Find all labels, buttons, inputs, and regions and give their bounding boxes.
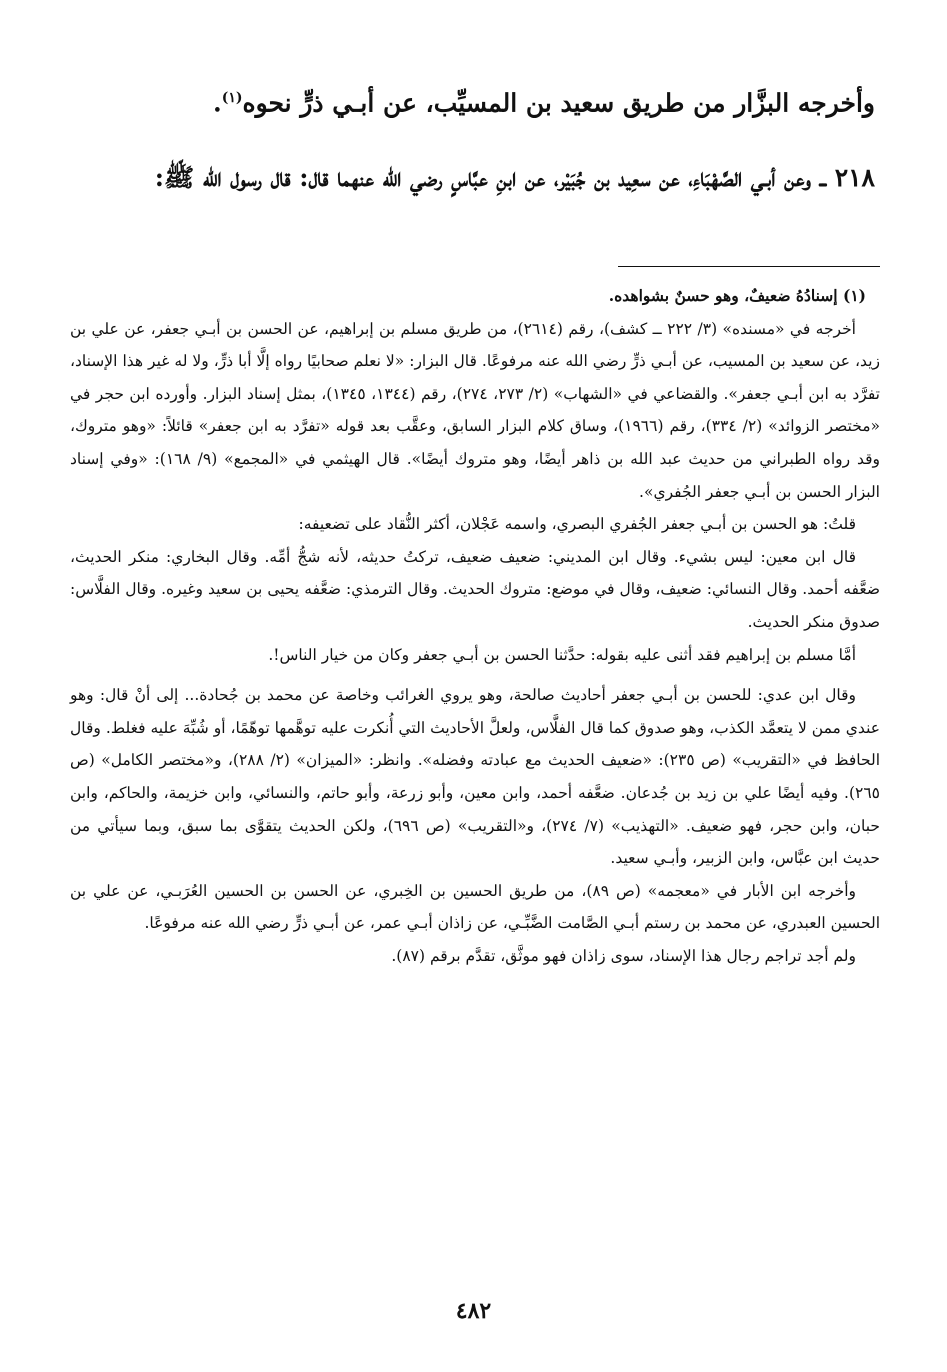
footnote-heading: (١) إسنادُهُ ضعيفٌ، وهو حسنٌ بشواهده. <box>608 286 866 305</box>
footnote-paragraph-4: أمَّا مسلم بن إبراهيم فقد أثنى عليه بقوله: حدَّثنا الحسن بن أبـي جعفر وكان من خيار الناس!. <box>268 645 856 664</box>
hadith-text: ــ وعن أبـي الصَّهْبَاءِ، عن سعِيد بن جُبَيْر، عن ابنِ عبَّاسٍ رضي الله عنهما قال: قال رسول الله ﷺ: <box>154 163 835 192</box>
hadith-paragraph <box>55 158 875 198</box>
footnote-paragraph-6: وأخرجه ابن الأبار في «معجمه» (ص ٨٩)، من طريق الحسين بن الخِبري، عن الحسن بن الحسين العُرَبـي، عن علي بن الحسين العبدري، عن محمد بن رستم أبـي الصَّامت الضَّبِّـي، عن زاذان أبـي عمر، عن أبـي ذرٍّ رضي الله عنه مرفوعًا. <box>70 881 880 933</box>
footnote-paragraph-1: أخرجه في «مسنده» (٣/ ٢٢٢ ــ كشف)، رقم (٢٦١٤)، من طريق مسلم بن إبراهيم، عن الحسن بن أبـي جعفر، عن علي بن زيد، عن سعيد بن المسيب، عن أبـي ذرٍّ رضي الله عنه مرفوعًا. قال البزار: «لا نعلم صحابيًا رواه إلَّا أبا ذرٍّ، ولا له غير هذا الإسناد، تفرَّد به ابن أبـي جعفر». والقضاعي في «الشهاب» (٢/ ٢٧٣، ٢٧٤)، رقم (١٣٤٤، ١٣٤٥)، بمثل إسناد البزار. وأورده ابن حجر في «مختصر الزوائد» (٢/ ٣٣٤)، رقم (١٩٦٦)، وساق كلام البزار السابق، وعقَّب بعد قوله «تفرَّد به ابن جعفر» قائلاً: «وهو متروك، وقد رواه الطبراني من حديث عبد الله بن ذاهر أيضًا، وهو متروك أيضًا». قال الهيثمي في «المجمع» (٩/ ١٦٨): «وفي إسناد البزار الحسن بن أبـي جعفر الجُفري». <box>70 319 881 501</box>
main-paragraph-1: وأخرجه البزَّار من طريق سعيد بن المسيِّب، عن أبـي ذرٍّ نحوه <box>242 88 875 118</box>
footnote-paragraph-3: قال ابن معين: ليس بشيء. وقال ابن المديني: ضعيف ضعيف، تركتُ حديثه، لأنه شجُّ أمِّه. وقال البخاري: منكر الحديث، ضعَّفه أحمد. وقال النسائي: ضعيف، وقال في موضع: متروك الحديث. وقال الترمذي: ضعَّفه يحيى بن سعيد وغيره. وقال الفلَّاس: صدوق منكر الحديث. <box>70 547 880 631</box>
page-number: ٤٨٢ <box>455 1298 492 1324</box>
paragraph-end: . <box>213 88 222 118</box>
main-text-paragraph <box>55 78 875 123</box>
footnote-paragraph-2: قلتُ: هو الحسن بن أبـي جعفر الجُفري البصري، واسمه عَجْلان، أكثر النُّقاد على تضعيفه: <box>298 515 856 534</box>
footnote-paragraph-7: ولم أجد تراجم رجال هذا الإسناد، سوى زاذان فهو موثَّق، تقدَّم برقم (٨٧). <box>391 946 856 965</box>
footnote-paragraph-5: وقال ابن عدي: للحسن بن أبـي جعفر أحاديث صالحة، وهو يروي الغرائب وخاصة عن محمد بن جُحادة... إلى أنْ قال: وهو عندي ممن لا يتعمَّد الكذب، وهو صدوق كما قال الفلَّاس، ولعلَّ الأحاديث التي أُنكرت عليه توهَّمها توهّمًا، أو شُبِّهَ عليه فغلط. وقال الحافظ في «التقريب» (ص ٢٣٥): «ضعيف الحديث مع عبادته وفضله». وانظر: «الميزان» (٢/ ٢٨٨)، و«مختصر الكامل» (ص ٢٦٥). وفيه أيضًا علي بن زيد بن جُدعان. ضعَّفه أحمد، وابن معين، وأبو زرعة، وأبو حاتم، والنسائي، وابن خزيمة، والحاكم، وابن حبان، وابن حجر، فهو ضعيف. «التهذيب» (٧/ ٢٧٤)، و«التقريب» (ص ٦٩٦)، ولكن الحديث يتقوَّى بما سبق، وبما سيأتي من حديث ابن عبَّاس، وابن الزبير، وأبـي سعيد. <box>70 686 880 868</box>
hadith-number: ٢١٨ <box>834 163 875 192</box>
footnotes-section <box>70 280 880 972</box>
footnote-marker: (١) <box>221 90 243 106</box>
footnote-separator <box>618 266 880 267</box>
